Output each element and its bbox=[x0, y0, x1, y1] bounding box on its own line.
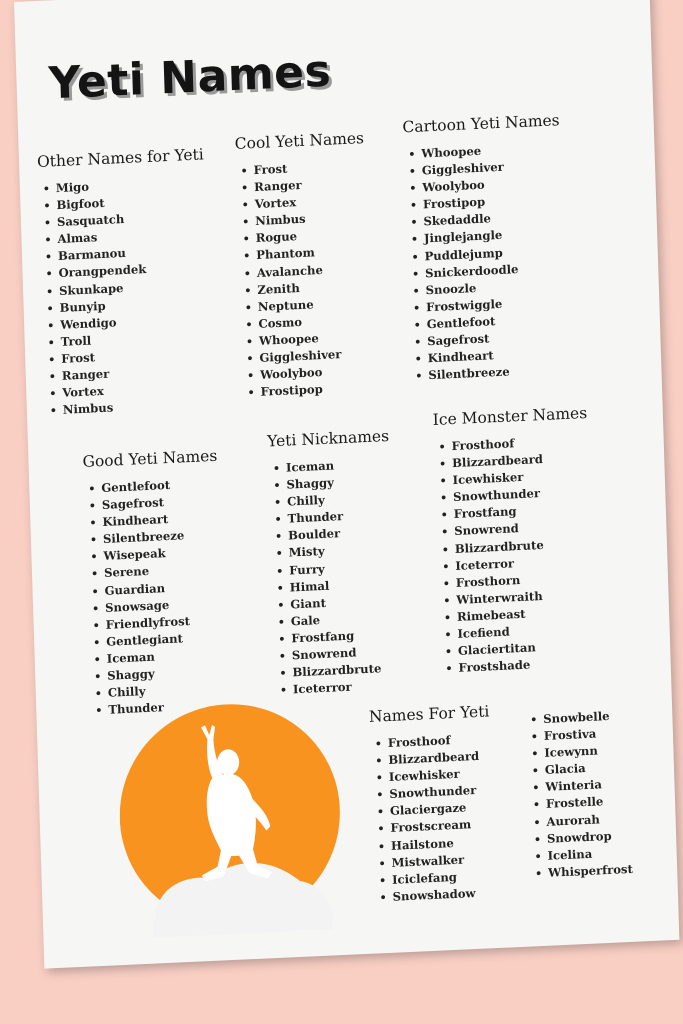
list-item: • Whoopee bbox=[259, 328, 371, 350]
name-list bbox=[38, 173, 212, 420]
list-item: • Thunder bbox=[287, 506, 391, 528]
list-item: • Woolyboo bbox=[422, 173, 562, 196]
section-heading: Good Yeti Names bbox=[82, 446, 218, 471]
list-item: • Icelina bbox=[547, 844, 632, 865]
list-item: • Neptune bbox=[258, 294, 370, 316]
list-item: • Guardian bbox=[104, 577, 221, 599]
list-item: • Icewhisker bbox=[452, 466, 589, 489]
list-item: • Winterwraith bbox=[456, 586, 593, 609]
list-item: • Nimbus bbox=[63, 395, 212, 419]
list-item: • Frostfang bbox=[453, 500, 590, 523]
list-item: • Gentlefoot bbox=[426, 310, 566, 333]
section-heading: Cartoon Yeti Names bbox=[402, 111, 560, 137]
list-item: • Snoozle bbox=[425, 276, 565, 299]
list-item: • Jinglejangle bbox=[424, 225, 564, 248]
list-item: • Glaciergaze bbox=[390, 799, 493, 821]
name-list bbox=[403, 139, 568, 385]
list-item: • Hailstone bbox=[391, 833, 494, 855]
list-item: • Chilly bbox=[287, 489, 391, 511]
list-item: • Iciclefang bbox=[392, 867, 495, 889]
list-item: • Frostscream bbox=[390, 816, 493, 838]
section-other-names bbox=[37, 145, 212, 419]
list-item: • Mistwalker bbox=[391, 850, 494, 872]
list-item: • Woolyboo bbox=[260, 362, 372, 384]
poster-paper bbox=[14, 0, 679, 969]
list-item: • Troll bbox=[60, 327, 209, 351]
list-item: • Frosthoof bbox=[451, 432, 588, 455]
list-item: • Gentlegiant bbox=[106, 628, 223, 650]
list-item: • Bigfoot bbox=[56, 190, 205, 214]
list-item: • Kindheart bbox=[102, 509, 219, 531]
list-item: • Cosmo bbox=[258, 311, 370, 333]
list-item: • Frostipop bbox=[423, 190, 563, 213]
list-item: • Iceman bbox=[107, 645, 224, 667]
list-item: • Ranger bbox=[254, 174, 366, 196]
list-item: • Giggleshiver bbox=[422, 156, 562, 179]
list-item: • Iceterror bbox=[293, 677, 397, 699]
name-list-right bbox=[525, 707, 633, 882]
list-item: • Winteria bbox=[545, 775, 630, 796]
section-heading: Names For Yeti bbox=[368, 702, 490, 726]
list-item: • Frost bbox=[253, 157, 365, 179]
name-list bbox=[268, 455, 397, 700]
list-item: • Gale bbox=[291, 609, 395, 631]
list-item: • Whoopee bbox=[421, 139, 561, 162]
list-item: • Serene bbox=[104, 560, 221, 582]
list-item: • Snowrend bbox=[292, 643, 396, 665]
list-item: • Snowshadow bbox=[392, 884, 495, 906]
list-item: • Himal bbox=[290, 574, 394, 596]
list-item: • Glacia bbox=[545, 758, 630, 779]
list-item: • Bunyip bbox=[59, 293, 208, 317]
list-item: • Icefiend bbox=[457, 620, 594, 643]
list-item: • Puddlejump bbox=[424, 242, 564, 265]
list-item: • Sagefrost bbox=[102, 492, 219, 514]
list-item: • Skunkape bbox=[59, 276, 208, 300]
list-item: • Silentbreeze bbox=[103, 526, 220, 548]
list-item: • Rimebeast bbox=[457, 603, 594, 626]
section-heading: Yeti Nicknames bbox=[266, 426, 390, 451]
list-item: • Snowrend bbox=[454, 517, 591, 540]
list-item: • Avalanche bbox=[257, 259, 369, 281]
list-item: • Snowthunder bbox=[389, 782, 492, 804]
list-item: • Thunder bbox=[108, 697, 225, 719]
list-item: • Aurorah bbox=[546, 810, 631, 831]
list-item: • Kindheart bbox=[428, 344, 568, 367]
section-cartoon-names bbox=[402, 111, 568, 385]
list-item: • Barmanou bbox=[58, 242, 207, 266]
list-item: • Wendigo bbox=[60, 310, 209, 334]
list-item: • Frostelle bbox=[546, 792, 631, 813]
list-item: • Orangpendek bbox=[58, 259, 207, 283]
list-item: • Blizzardbrute bbox=[455, 534, 592, 557]
list-item: • Furry bbox=[289, 557, 393, 579]
list-item: • Phantom bbox=[256, 242, 368, 264]
name-list-left bbox=[370, 730, 496, 906]
list-item: • Rogue bbox=[256, 225, 368, 247]
list-item: • Giggleshiver bbox=[259, 345, 371, 367]
list-item: • Misty bbox=[288, 540, 392, 562]
page-title: Yeti Names bbox=[47, 45, 332, 110]
list-item: • Blizzardbeard bbox=[388, 747, 491, 769]
list-item: • Snowthunder bbox=[453, 483, 590, 506]
list-item: • Frosthoof bbox=[388, 730, 491, 752]
list-item: • Frostiva bbox=[544, 724, 629, 745]
list-item: • Silentbreeze bbox=[428, 361, 568, 384]
section-heading: Ice Monster Names bbox=[432, 403, 588, 429]
list-item: • Frostwiggle bbox=[426, 293, 566, 316]
list-item: • Iceman bbox=[286, 455, 390, 477]
section-names-for-yeti bbox=[369, 702, 496, 906]
list-item: • Shaggy bbox=[286, 472, 390, 494]
list-item: • Giant bbox=[290, 591, 394, 613]
name-list bbox=[83, 475, 225, 720]
name-list bbox=[433, 432, 595, 678]
list-item: • Iceterror bbox=[455, 551, 592, 574]
list-item: • Frost bbox=[61, 344, 210, 368]
list-item: • Wisepeak bbox=[103, 543, 220, 565]
list-item: • Frosthorn bbox=[456, 569, 593, 592]
list-item: • Blizzardbrute bbox=[292, 660, 396, 682]
list-item: • Vortex bbox=[254, 191, 366, 213]
list-item: • Snowbelle bbox=[543, 707, 628, 728]
list-item: • Icewynn bbox=[544, 741, 629, 762]
list-item: • Snickerdoodle bbox=[425, 259, 565, 282]
list-item: • Frostshade bbox=[458, 654, 595, 677]
list-item: • Snowsage bbox=[105, 594, 222, 616]
list-item: • Nimbus bbox=[255, 208, 367, 230]
section-ice-monster-names bbox=[432, 404, 595, 678]
list-item: • Icewhisker bbox=[389, 765, 492, 787]
section-good-names bbox=[82, 447, 225, 720]
list-item: • Ranger bbox=[62, 361, 211, 385]
name-list bbox=[235, 157, 372, 402]
list-item: • Whisperfrost bbox=[548, 861, 633, 882]
list-item: • Chilly bbox=[108, 680, 225, 702]
section-cool-names bbox=[234, 129, 372, 402]
list-item: • Skedaddle bbox=[423, 207, 563, 230]
list-item: • Zenith bbox=[257, 277, 369, 299]
list-item: • Frostfang bbox=[291, 626, 395, 648]
list-item: • Sasquatch bbox=[57, 207, 206, 231]
list-item: • Migo bbox=[56, 173, 205, 197]
list-item: • Blizzardbeard bbox=[452, 449, 589, 472]
yeti-sun-illustration bbox=[116, 699, 343, 939]
list-item: • Snowdrop bbox=[547, 827, 632, 848]
list-item: • Vortex bbox=[62, 378, 211, 402]
list-item: • Sagefrost bbox=[427, 327, 567, 350]
list-item: • Friendlyfrost bbox=[105, 611, 222, 633]
section-heading: Other Names for Yeti bbox=[36, 145, 204, 171]
list-item: • Boulder bbox=[288, 523, 392, 545]
list-item: • Shaggy bbox=[107, 663, 224, 685]
section-nicknames bbox=[267, 427, 397, 699]
section-names-for-yeti-right bbox=[525, 707, 633, 882]
list-item: • Almas bbox=[57, 225, 206, 249]
list-item: • Gentlefoot bbox=[101, 475, 218, 497]
list-item: • Frostipop bbox=[260, 379, 372, 401]
list-item: • Glaciertitan bbox=[458, 637, 595, 660]
section-heading: Cool Yeti Names bbox=[234, 129, 365, 153]
